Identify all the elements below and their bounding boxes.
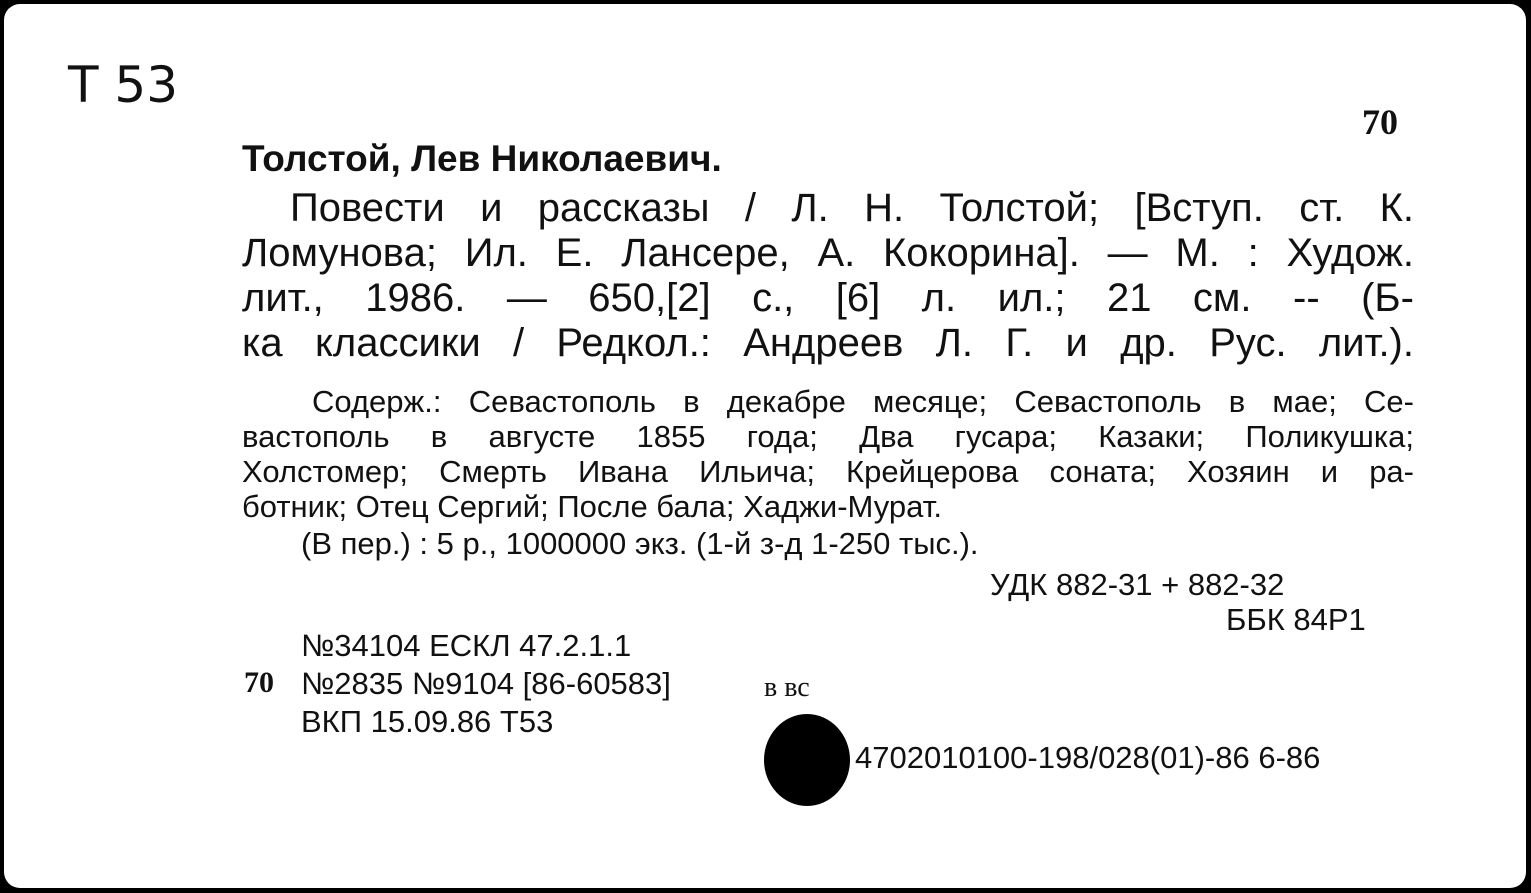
bbk-index: ББК 84Р1 — [1226, 602, 1366, 637]
contents-line: вастополь в августе 1855 года; Два гусара; Казаки; Поликушка; — [242, 419, 1414, 454]
price-line: (В пер.) : 5 р., 1000000 экз. (1-й з-д 1-250 тыс.). — [301, 526, 979, 561]
top-number: 70 — [1362, 102, 1398, 142]
description-line: ка классики / Редкол.: Андреев Л. Г. и др. Рус. лит.). — [242, 321, 1414, 365]
description-line: лит., 1986. — 650,[2] с., [6] л. ил.; 21 см. -- (Б- — [242, 276, 1414, 320]
contents-line: Содерж.: Севастополь в декабре месяце; Севастополь в мае; Се- — [312, 384, 1414, 419]
description-line: Повести и рассказы / Л. Н. Толстой; [Вступ. ст. К. — [290, 186, 1414, 230]
udk-index: УДК 882-31 + 882-32 — [990, 567, 1285, 602]
contents-line: Холстомер; Смерть Ивана Ильича; Крейцерова соната; Хозяин и ра- — [242, 454, 1414, 489]
catalog-card — [4, 4, 1526, 888]
contents-note — [242, 384, 1414, 524]
punch-hole — [764, 714, 850, 806]
author-heading: Толстой, Лев Николаевич. — [242, 138, 722, 179]
serial-line: №2835 №9104 [86-60583] — [301, 666, 671, 701]
serial-line: ВКП 15.09.86 Т53 — [301, 704, 554, 739]
isbn-line: 4702010100-198/028(01)-86 6-86 — [855, 740, 1321, 775]
serial-code: в вс — [764, 672, 810, 703]
bibliographic-description — [242, 186, 1414, 366]
call-number: Т 53 — [68, 56, 179, 114]
contents-line: ботник; Отец Сергий; После бала; Хаджи-Мурат. — [242, 489, 943, 524]
description-line: Ломунова; Ил. Е. Лансере, А. Кокорина]. — М. : Худож. — [242, 231, 1414, 275]
serial-line: №34104 ЕСКЛ 47.2.1.1 — [301, 628, 632, 663]
serial-number: 70 — [244, 666, 274, 699]
